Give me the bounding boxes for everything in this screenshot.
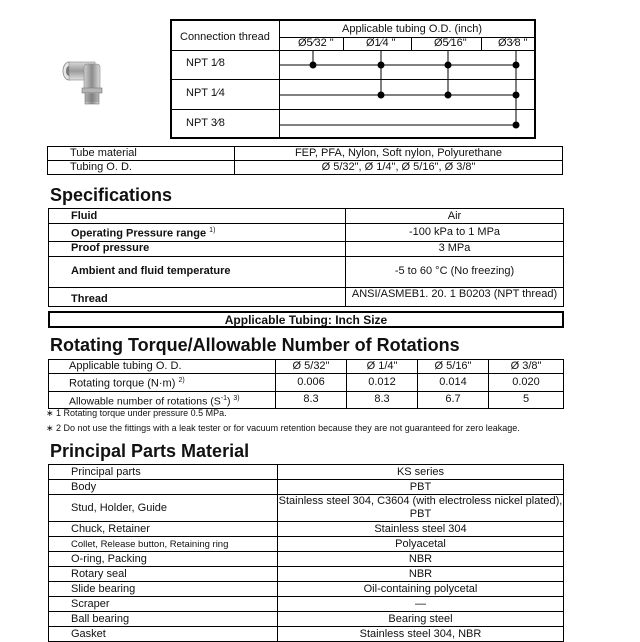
operating-pressure-label (49, 224, 346, 242)
thread-tubing-selection-grid (170, 19, 536, 139)
availability-dot (513, 92, 520, 99)
part-material: NBR (278, 552, 564, 567)
table-row (49, 612, 564, 627)
footnote-1: ∗ 1 Rotating torque under pressure 0.5 MPa. (46, 408, 227, 418)
ks-series-header: KS series (278, 465, 564, 480)
table-row (49, 480, 564, 495)
tube-material-value: FEP, PFA, Nylon, Soft nylon, Polyurethane (235, 147, 563, 161)
table-row (49, 537, 564, 552)
ambient-temperature-label: Ambient and fluid temperature (49, 256, 346, 287)
table-row (49, 241, 564, 256)
availability-matrix (172, 21, 534, 137)
table-row (49, 522, 564, 537)
table-row (49, 597, 564, 612)
thread-value: ANSI/ASMEB1. 20. 1 B0203 (NPT thread) (346, 287, 564, 306)
availability-dot (445, 92, 452, 99)
footnote-ref: 3) (233, 394, 240, 402)
allowable-rotations-text: Allowable number of rotations (S (69, 395, 221, 408)
availability-dot (513, 122, 520, 129)
thread-label: NPT 1⁄8 (186, 57, 225, 69)
rotations-value: 8.3 (276, 391, 347, 409)
availability-dot (445, 62, 452, 69)
part-material: Stainless steel 304, NBR (278, 627, 564, 642)
part-material: Stainless steel 304, C3604 (with electroless nickel plated), PBT (278, 495, 563, 520)
rotations-value: 5 (489, 391, 564, 409)
principal-parts-header: Principal parts (49, 465, 278, 480)
availability-dot (513, 62, 520, 69)
part-material: Bearing steel (278, 612, 564, 627)
footnote-ref: 2) (178, 377, 185, 384)
applicable-tubing-header: Applicable tubing O. D. (49, 360, 276, 374)
tubing-od-header: Applicable tubing O.D. (inch) (342, 23, 483, 35)
applicable-tubing-banner: Applicable Tubing: Inch Size (48, 311, 564, 328)
torque-value: 0.014 (418, 374, 489, 392)
table-row (49, 582, 564, 597)
torque-value: 0.012 (347, 374, 418, 392)
thread-label: NPT 1⁄4 (186, 87, 225, 99)
connection-thread-header: Connection thread (180, 31, 270, 43)
operating-pressure-text: Operating Pressure range (71, 227, 207, 240)
tubing-size-header: Ø3⁄8 " (498, 37, 528, 49)
tube-info-table (47, 146, 563, 175)
thread-label: NPT 3⁄8 (186, 117, 225, 129)
table-row (49, 256, 564, 287)
table-row (49, 391, 564, 409)
specifications-title: Specifications (50, 185, 173, 205)
size-header: Ø 5/32" (276, 360, 347, 374)
specifications-table (48, 208, 564, 307)
table-row (49, 374, 564, 392)
table-row (49, 360, 564, 374)
table-row (48, 147, 563, 161)
allowable-rotations-end: ) (226, 395, 231, 408)
table-row (49, 287, 564, 306)
part-material: Polyacetal (278, 537, 564, 552)
part-material: Oil-containing polycetal (278, 582, 564, 597)
part-material: — (278, 597, 564, 612)
elbow-fitting-image (60, 58, 108, 106)
footnote-2: ∗ 2 Do not use the fittings with a leak tester or for vacuum retention because they are not guaranteed for zero leakage. (46, 423, 520, 433)
rotating-torque-table (48, 359, 564, 409)
principal-parts-title: Principal Parts Material (50, 441, 250, 461)
availability-dot (378, 62, 385, 69)
allowable-rotations-label (49, 391, 276, 409)
part-label: Collet, Release button, Retaining ring (49, 537, 278, 552)
part-label: Body (49, 480, 278, 495)
thread-label: Thread (49, 287, 346, 306)
part-label: Slide bearing (49, 582, 278, 597)
rotations-value: 6.7 (418, 391, 489, 409)
proof-pressure-value: 3 MPa (346, 241, 564, 256)
table-row (49, 627, 564, 642)
unit-exponent: -1 (220, 394, 227, 402)
table-row (48, 161, 563, 175)
size-header: Ø 5/16" (418, 360, 489, 374)
part-label: Scraper (49, 597, 278, 612)
fluid-label: Fluid (49, 209, 346, 224)
tubing-od-label: Tubing O. D. (48, 161, 235, 175)
rotating-torque-title: Rotating Torque/Allowable Number of Rotations (50, 335, 460, 355)
proof-pressure-label: Proof pressure (49, 241, 346, 256)
availability-dot (378, 92, 385, 99)
fluid-value: Air (346, 209, 564, 224)
part-label: Ball bearing (49, 612, 278, 627)
part-label: Rotary seal (49, 567, 278, 582)
rotations-value: 8.3 (347, 391, 418, 409)
table-row (49, 567, 564, 582)
tube-material-label: Tube material (48, 147, 235, 161)
ambient-temperature-value: -5 to 60 °C (No freezing) (346, 256, 564, 287)
principal-parts-table (48, 464, 564, 642)
tubing-size-header: Ø5⁄16" (434, 37, 467, 49)
table-row (49, 224, 564, 242)
table-row (49, 465, 564, 480)
tubing-size-header: Ø5⁄32 " (298, 37, 334, 49)
part-material: Stainless steel 304 (278, 522, 564, 537)
table-row (49, 552, 564, 567)
part-label: Stud, Holder, Guide (49, 495, 278, 522)
tubing-od-value: Ø 5/32", Ø 1/4", Ø 5/16", Ø 3/8" (235, 161, 563, 175)
footnote-ref: 1) (209, 227, 216, 234)
part-material: PBT (278, 480, 564, 495)
availability-dot (310, 62, 317, 69)
torque-value: 0.006 (276, 374, 347, 392)
size-header: Ø 3/8" (489, 360, 564, 374)
table-row (49, 495, 564, 522)
part-material: NBR (278, 567, 564, 582)
rotating-torque-label (49, 374, 276, 392)
part-label: Gasket (49, 627, 278, 642)
tubing-size-header: Ø1⁄4 " (366, 37, 396, 49)
rotating-torque-text: Rotating torque (N·m) (69, 377, 176, 390)
part-label: Chuck, Retainer (49, 522, 278, 537)
part-label: O-ring, Packing (49, 552, 278, 567)
table-row (49, 209, 564, 224)
size-header: Ø 1/4" (347, 360, 418, 374)
operating-pressure-value: -100 kPa to 1 MPa (346, 224, 564, 242)
torque-value: 0.020 (489, 374, 564, 392)
